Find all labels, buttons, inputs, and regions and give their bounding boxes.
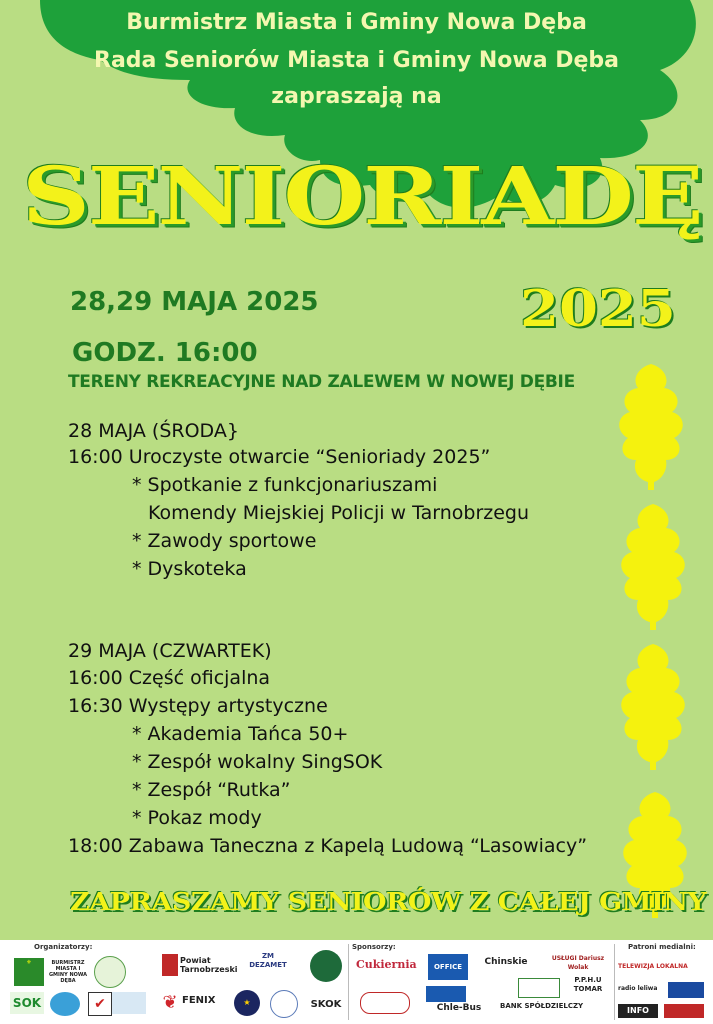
day2-item: * Zespół wokalny SingSOK [132, 751, 383, 773]
day2-item: * Pokaz mody [132, 807, 262, 829]
event-time: GODZ. 16:00 [72, 338, 258, 368]
day1-heading: 28 MAJA (ŚRODA} [68, 420, 239, 442]
event-dates: 28,29 MAJA 2025 [70, 287, 319, 317]
organizer-logo: SKOK [310, 999, 342, 1010]
police-badge-icon: ★ [234, 990, 260, 1016]
sponsor-logo: BANK SPÓŁDZIELCZY [500, 1002, 584, 1010]
organizer-logo: BURMISTRZ MIASTA I GMINY NOWA DĘBA [48, 960, 88, 984]
sponsor-logo: OFFICE [428, 954, 468, 980]
seal-logo-icon [270, 990, 298, 1018]
footer-logos [0, 940, 713, 1024]
organizer-logo: ZM DEZAMET [249, 952, 287, 969]
day1-item: 16:00 Uroczyste otwarcie “Senioriady 2025” [68, 446, 491, 468]
yellow-leaf-icon [610, 360, 692, 492]
day2-item: * Akademia Tańca 50+ [132, 723, 349, 745]
sponsor-logo-icon [518, 978, 560, 998]
yellow-leaf-icon [612, 500, 694, 632]
divider [348, 944, 349, 1020]
senior-council-logo-icon [94, 956, 126, 988]
sponsor-logo: USŁUGI Dariusz Wolak [551, 955, 605, 971]
header-line-3: zapraszają na [271, 84, 442, 109]
sponsor-logo: Chinskie [484, 957, 528, 967]
organizer-logo: Powiat Tarnobrzeski [180, 956, 238, 974]
sponsor-logo: Cukiernia [356, 958, 417, 971]
sponsor-logo: P.P.H.U TOMAR [573, 976, 603, 993]
media-logo: radio leliwa [618, 985, 658, 992]
skok-emblem-icon [310, 950, 342, 982]
day1-item: * Spotkanie z funkcjonariuszami [132, 474, 438, 496]
coat-of-arms-icon: ⚜ [14, 958, 44, 986]
header-line-2: Rada Seniorów Miasta i Gminy Nowa Dęba [94, 48, 619, 73]
sponsors-title: Sponsorzy: [352, 943, 396, 951]
powiat-crest-icon [162, 954, 178, 976]
media-logo: INFO [618, 1004, 658, 1018]
day2-item: 16:30 Występy artystyczne [68, 695, 328, 717]
media-logo-icon [664, 1004, 704, 1018]
day1-item: Komendy Miejskiej Policji w Tarnobrzegu [148, 502, 530, 524]
media-title: Patroni medialni: [628, 943, 696, 951]
header-line-1: Burmistrz Miasta i Gminy Nowa Dęba [126, 10, 587, 35]
organizers-title: Organizatorzy: [34, 943, 93, 951]
yellow-leaf-icon [612, 640, 694, 772]
event-year: 2025 [520, 279, 676, 339]
media-logo: TELEWIZJA LOKALNA [618, 963, 688, 970]
sponsor-logo: Chle-Bus [436, 1003, 482, 1013]
event-venue: TERENY REKREACYJNE NAD ZALEWEM W NOWEJ DĘBIE [68, 372, 575, 392]
day2-heading: 29 MAJA (CZWARTEK) [68, 640, 272, 662]
divider [614, 944, 615, 1020]
sponsor-logo-icon [426, 986, 466, 1002]
day2-item: 16:00 Część oficjalna [68, 667, 271, 689]
day2-item: 18:00 Zabawa Taneczna z Kapelą Ludową “Lasowiacy” [68, 835, 588, 857]
globe-logo-icon [50, 992, 80, 1016]
day1-item: * Dyskoteka [132, 558, 247, 580]
check-logo-icon: ✔ [88, 992, 112, 1016]
day1-item: * Zawody sportowe [132, 530, 317, 552]
organizer-logo: FENIX [182, 995, 216, 1006]
fenix-bird-icon: ❦ [162, 992, 178, 1013]
media-logo-icon [668, 982, 704, 998]
day2-item: * Zespół “Rutka” [132, 779, 291, 801]
sponsor-badge-icon [360, 992, 410, 1014]
center-logo-icon [112, 992, 146, 1014]
event-title: SENIORIADĘ [22, 150, 702, 244]
organizer-logo: SOK [10, 992, 44, 1014]
invitation-banner: ZAPRASZAMY SENIORÓW Z CAŁEJ GMINY [70, 888, 707, 917]
